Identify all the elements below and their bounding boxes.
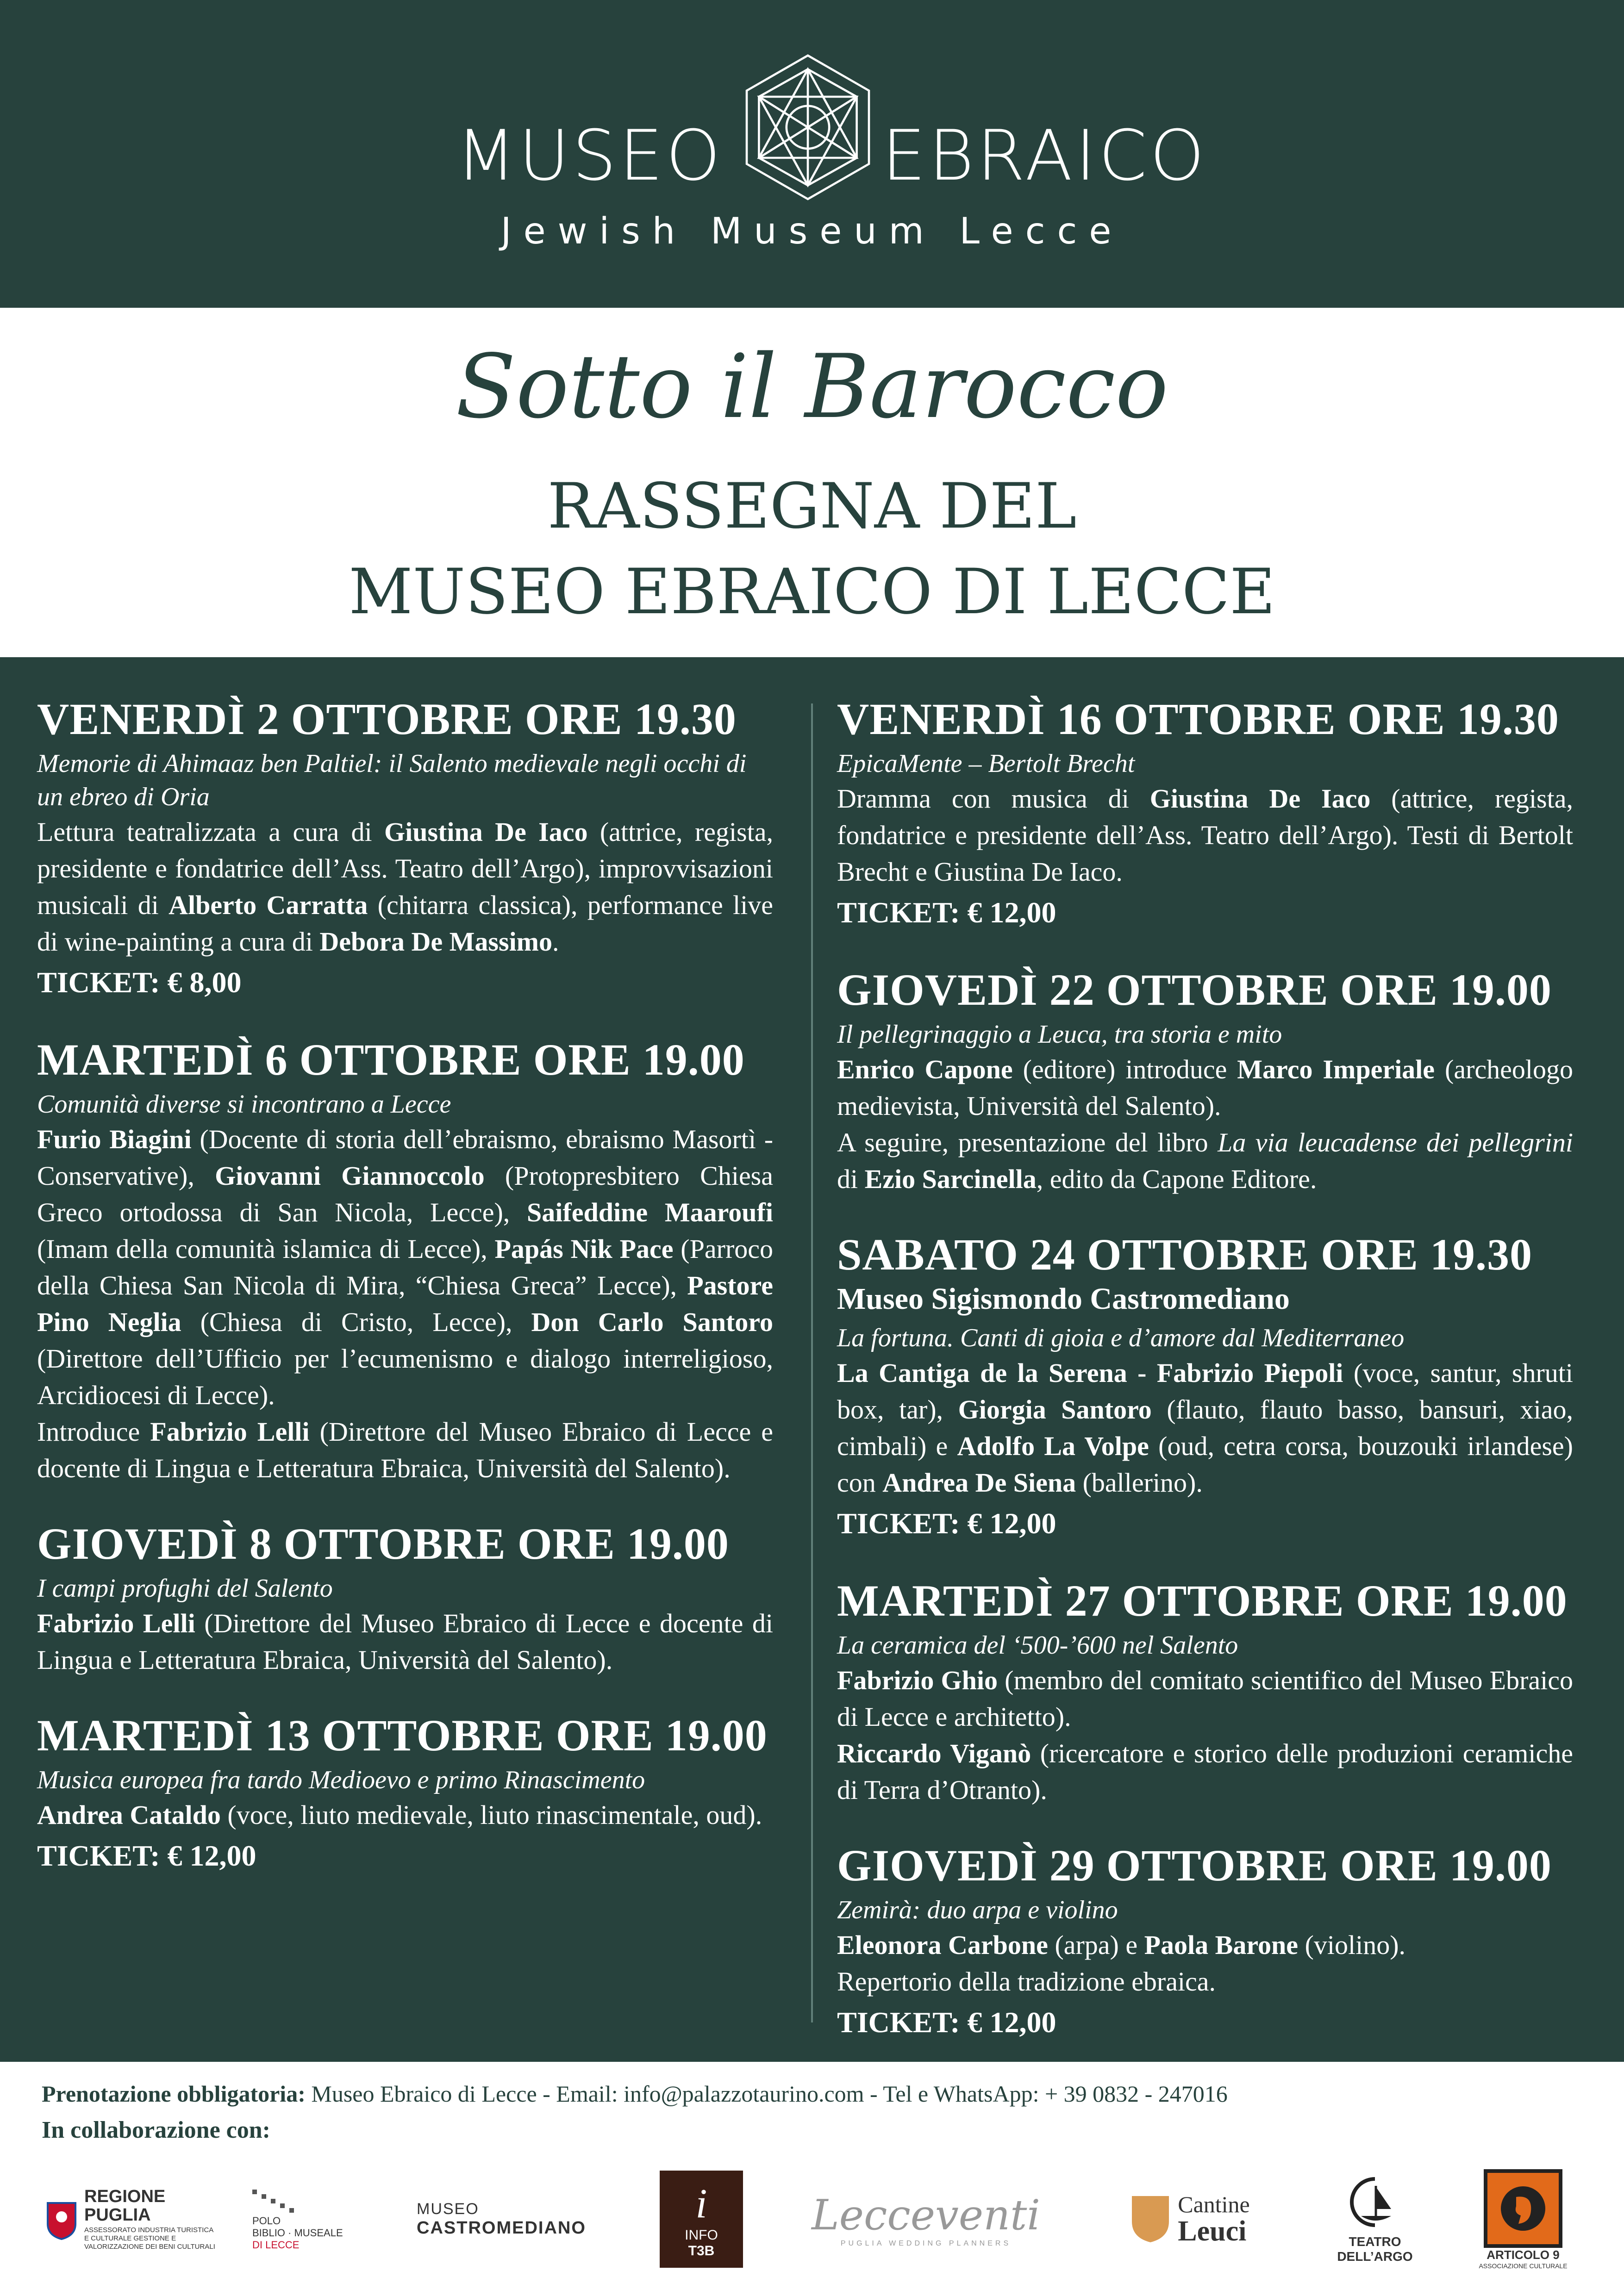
event-description: Eleonora Carbone (arpa) e Paola Barone (violino). Repertorio della tradizione ebraica. bbox=[837, 1930, 1406, 1997]
castro-line-1: MUSEO bbox=[417, 2200, 479, 2218]
event-title: Il pellegrinaggio a Leuca, tra storia e mito bbox=[837, 1020, 1282, 1049]
brand-subtitle: Jewish Museum Lecce bbox=[500, 211, 1124, 252]
event-title: Comunità diverse si incontrano a Lecce bbox=[37, 1090, 451, 1119]
event-date-heading: MARTEDÌ 13 OTTOBRE ORE 19.00 bbox=[37, 1711, 768, 1760]
event-title: Musica europea fra tardo Medioevo e primo Rinascimento bbox=[37, 1766, 645, 1794]
event-title: Zemirà: duo arpa e violino bbox=[837, 1896, 1118, 1924]
event-title: EpicaMente – Bertolt Brecht bbox=[837, 749, 1135, 778]
profile-head-icon bbox=[1498, 2183, 1549, 2234]
event-description: Lettura teatralizzata a cura di Giustina De Iaco (attrice, regista, presidente e fondatrice dell’Ass. Teatro dell’Argo), improvvisazioni musicali di Alberto Carratta (chitarra classica), performance live di wine-painting a cura di Debora De Massimo. bbox=[37, 817, 773, 957]
event-date-heading: MARTEDÌ 27 OTTOBRE ORE 19.00 bbox=[837, 1576, 1568, 1625]
brand-museo: MUSEO bbox=[456, 116, 724, 196]
info-line-1: INFO bbox=[685, 2227, 718, 2243]
event-item bbox=[37, 694, 773, 1002]
coat-of-arms-icon bbox=[45, 2198, 78, 2240]
regione-assessorato: ASSESSORATO INDUSTRIA TURISTICA E CULTURALE GESTIONE E VALORIZZAZIONE DEI BENI CULTURALI bbox=[84, 2226, 215, 2251]
event-description: Andrea Cataldo (voce, liuto medievale, liuto rinascimentale, oud). bbox=[37, 1800, 762, 1830]
series-heading-line-2: MUSEO EBRAICO DI LECCE bbox=[349, 555, 1275, 628]
teatro-argo-logo bbox=[1333, 2161, 1417, 2277]
lecceventi-logo bbox=[796, 2161, 1056, 2277]
event-date-heading: GIOVEDÌ 22 OTTOBRE ORE 19.00 bbox=[837, 965, 1552, 1014]
event-date-heading: VENERDÌ 16 OTTOBRE ORE 19.30 bbox=[837, 694, 1559, 744]
column-divider bbox=[811, 703, 813, 2022]
title-band bbox=[0, 308, 1624, 657]
teatro-line-1: TEATRO bbox=[1349, 2234, 1401, 2249]
articolo-line-2: ASSOCIAZIONE CULTURALE bbox=[1479, 2262, 1568, 2270]
event-title: Memorie di Ahimaaz ben Paltiel: il Salento medievale negli occhi di un ebreo di Oria bbox=[37, 749, 747, 811]
event-date-heading: GIOVEDÌ 8 OTTOBRE ORE 19.00 bbox=[37, 1519, 729, 1568]
polo-graphic-icon bbox=[252, 2187, 331, 2215]
cantine-line-2: Leuci bbox=[1178, 2215, 1247, 2247]
event-series-title: Sotto il Barocco bbox=[456, 336, 1168, 438]
hexagon-star-logo-icon bbox=[731, 51, 884, 204]
program-column-right bbox=[837, 694, 1573, 2075]
regione-line-1: REGIONE bbox=[84, 2187, 166, 2206]
info-i-icon: i bbox=[695, 2180, 707, 2227]
regione-line-2: PUGLIA bbox=[84, 2205, 151, 2225]
lecceventi-script: Lecceventi bbox=[811, 2190, 1041, 2240]
polo-line-2: BIBLIO · MUSEALE bbox=[252, 2227, 343, 2239]
event-description: Dramma con musica di Giustina De Iaco (attrice, regista, fondatrice e presidente dell’Ass. Teatro dell’Argo). Testi di Bertolt Brecht e Giustina De Iaco. bbox=[837, 784, 1573, 887]
teatro-line-2: DELL’ARGO bbox=[1337, 2249, 1413, 2264]
event-item bbox=[837, 1230, 1573, 1543]
regione-puglia-logo bbox=[42, 2161, 222, 2277]
event-title: La fortuna. Canti di gioia e d’amore dal Mediterraneo bbox=[837, 1324, 1405, 1352]
event-item bbox=[837, 1841, 1573, 2042]
event-item bbox=[837, 965, 1573, 1197]
collaboration-label: In collaborazione con: bbox=[42, 2117, 270, 2143]
event-ticket: TICKET: € 12,00 bbox=[37, 1839, 256, 1872]
program-section bbox=[0, 657, 1624, 2062]
event-item bbox=[37, 1035, 773, 1487]
event-description: Furio Biagini (Docente di storia dell’ebraismo, ebraismo Masortì - Conservative), Giovanni Giannoccolo (Protopresbitero Chiesa Greco ortodossa di San Nicola, Lecce), Saifeddine Maaroufi (Imam della comunità islamica di Lecce), Papás Nik Pace (Parroco della Chiesa San Nicola di Mira, “Chiesa Greca” Lecce), Pastore Pino Neglia (Chiesa di Cristo, Lecce), Don Carlo Santoro (Direttore dell’Ufficio per l’ecumenismo e dialogo interreligioso, Arcidiocesi di Lecce). Introduce Fabrizio Lelli (Direttore del Museo Ebraico di Lecce e docente di Lingua e Letteratura Ebraica, Università del Salento). bbox=[37, 1124, 774, 1483]
lecceventi-tagline: PUGLIA WEDDING PLANNERS bbox=[840, 2239, 1012, 2247]
event-date-heading: GIOVEDÌ 29 OTTOBRE ORE 19.00 bbox=[837, 1841, 1552, 1890]
series-heading-line-1: RASSEGNA DEL bbox=[547, 470, 1077, 542]
footer bbox=[0, 2062, 1624, 2296]
event-description: La Cantiga de la Serena - Fabrizio Piepoli (voce, santur, shruti box, tar), Giorgia Santoro (flauto, flauto basso, bansuri, xiao, cimbali) e Adolfo La Volpe (oud, cetra corsa, bouzouki irlandese) con Andrea De Siena (ballerino). bbox=[837, 1358, 1574, 1498]
booking-label: Prenotazione obbligatoria: bbox=[42, 2081, 306, 2107]
event-item bbox=[837, 694, 1573, 933]
museum-header bbox=[0, 0, 1624, 308]
event-description: Enrico Capone (editore) introduce Marco Imperiale (archeologo medievista, Università del Salento). A seguire, presentazione del libro La via leucadense dei pellegrini di Ezio Sarcinella, edito da Capone Editore. bbox=[837, 1054, 1573, 1194]
event-item bbox=[37, 1519, 773, 1678]
event-title: La ceramica del ‘500-’600 nel Salento bbox=[837, 1631, 1238, 1660]
event-description: Fabrizio Lelli (Direttore del Museo Ebraico di Lecce e docente di Lingua e Letteratura Ebraica, Università del Salento). bbox=[37, 1608, 774, 1675]
event-date-heading: MARTEDÌ 6 OTTOBRE ORE 19.00 bbox=[37, 1035, 745, 1084]
event-item bbox=[37, 1711, 773, 1876]
booking-contact: Museo Ebraico di Lecce - Email: info@palazzotaurino.com - Tel e WhatsApp: + 39 0832 - 247016 bbox=[305, 2081, 1228, 2107]
event-ticket: TICKET: € 8,00 bbox=[37, 966, 242, 999]
event-title: I campi profughi del Salento bbox=[37, 1574, 333, 1603]
info-line-2: T3B bbox=[688, 2243, 715, 2259]
cantine-leuci-logo bbox=[1111, 2161, 1268, 2277]
event-date-heading: VENERDÌ 2 OTTOBRE ORE 19.30 bbox=[37, 694, 737, 744]
event-venue: Museo Sigismondo Castromediano bbox=[837, 1282, 1290, 1316]
event-ticket: TICKET: € 12,00 bbox=[837, 1507, 1056, 1540]
polo-biblio-museale-logo bbox=[252, 2161, 368, 2277]
museo-castromediano-logo bbox=[417, 2161, 586, 2277]
polo-line-1: POLO bbox=[252, 2215, 281, 2227]
polo-line-3: DI LECCE bbox=[252, 2239, 300, 2251]
event-ticket: TICKET: € 12,00 bbox=[837, 2006, 1056, 2039]
castro-line-2: CASTROMEDIANO bbox=[417, 2218, 586, 2238]
program-column-left bbox=[37, 694, 773, 1908]
ship-icon bbox=[1347, 2174, 1403, 2234]
event-item bbox=[837, 1576, 1573, 1808]
brand-ebraico: EBRAICO bbox=[882, 116, 1207, 196]
event-date-heading: SABATO 24 OTTOBRE ORE 19.30 bbox=[837, 1230, 1533, 1279]
articolo9-logo bbox=[1472, 2161, 1574, 2277]
shield-icon bbox=[1130, 2194, 1171, 2245]
cantine-line-1: Cantine bbox=[1178, 2191, 1250, 2217]
event-ticket: TICKET: € 12,00 bbox=[837, 896, 1056, 929]
booking-info bbox=[42, 2080, 1228, 2107]
info-t3b-logo bbox=[657, 2161, 745, 2277]
event-description: Fabrizio Ghio (membro del comitato scientifico del Museo Ebraico di Lecce e architetto). Riccardo Viganò (ricercatore e storico delle produzioni ceramiche di Terra d’Otranto). bbox=[837, 1665, 1574, 1805]
articolo-line-1: ARTICOLO 9 bbox=[1487, 2247, 1560, 2262]
